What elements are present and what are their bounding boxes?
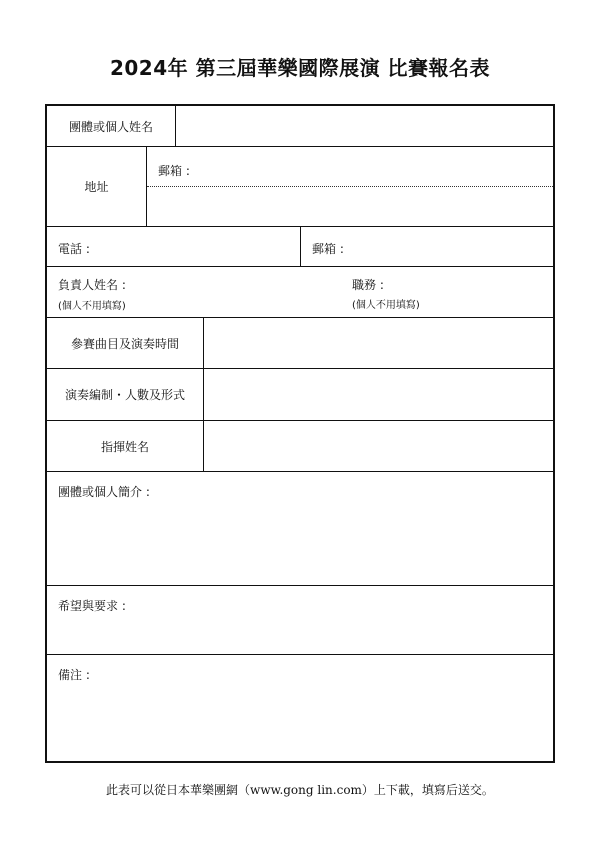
conductor-label: 指揮姓名 [47,421,204,471]
remarks-row[interactable] [47,655,553,761]
wishes-row[interactable] [47,586,553,655]
conductor-field[interactable] [204,421,553,471]
ensemble-label: 演奏編制・人數及形式 [47,369,204,420]
repertoire-label: 參賽曲目及演奏時間 [47,318,204,368]
conductor-row [47,421,553,472]
ensemble-field[interactable] [204,369,553,420]
phone-field[interactable] [47,227,301,266]
address-label: 地址 [47,147,147,226]
postcode-label: 郵箱 : [158,164,190,178]
leader-label: 負責人姓名 : [58,278,126,292]
repertoire-row [47,318,553,369]
leader-note: (個人不用填寫) [58,301,126,312]
remarks-label: 備注 : [58,668,90,682]
phone-label: 電話 : [58,242,90,256]
wishes-label: 希望與要求 : [58,599,126,613]
address-row [47,147,553,227]
position-label: 職務 : [352,278,384,292]
leader-row [47,267,553,318]
name-field[interactable] [176,106,553,146]
email-label: 郵箱 : [312,242,344,256]
name-row [47,106,553,147]
position-note: (個人不用填寫) [352,300,420,311]
address-field[interactable] [147,147,553,226]
position-field[interactable] [341,267,553,317]
repertoire-field[interactable] [204,318,553,368]
footer-note: 此表可以從日本華樂團網（www.gong lin.com）上下載，填寫后送交。 [106,783,494,797]
contact-row [47,227,553,267]
name-label: 團體或個人姓名 [47,106,176,146]
ensemble-row [47,369,553,421]
intro-label: 團體或個人簡介 : [58,485,150,499]
leader-field[interactable] [47,267,341,317]
page-title: 2024年 第三屆華樂國際展演 比賽報名表 [109,56,491,80]
email-field[interactable] [301,227,553,266]
registration-form [45,104,555,763]
address-divider [147,186,553,187]
intro-row[interactable] [47,472,553,586]
